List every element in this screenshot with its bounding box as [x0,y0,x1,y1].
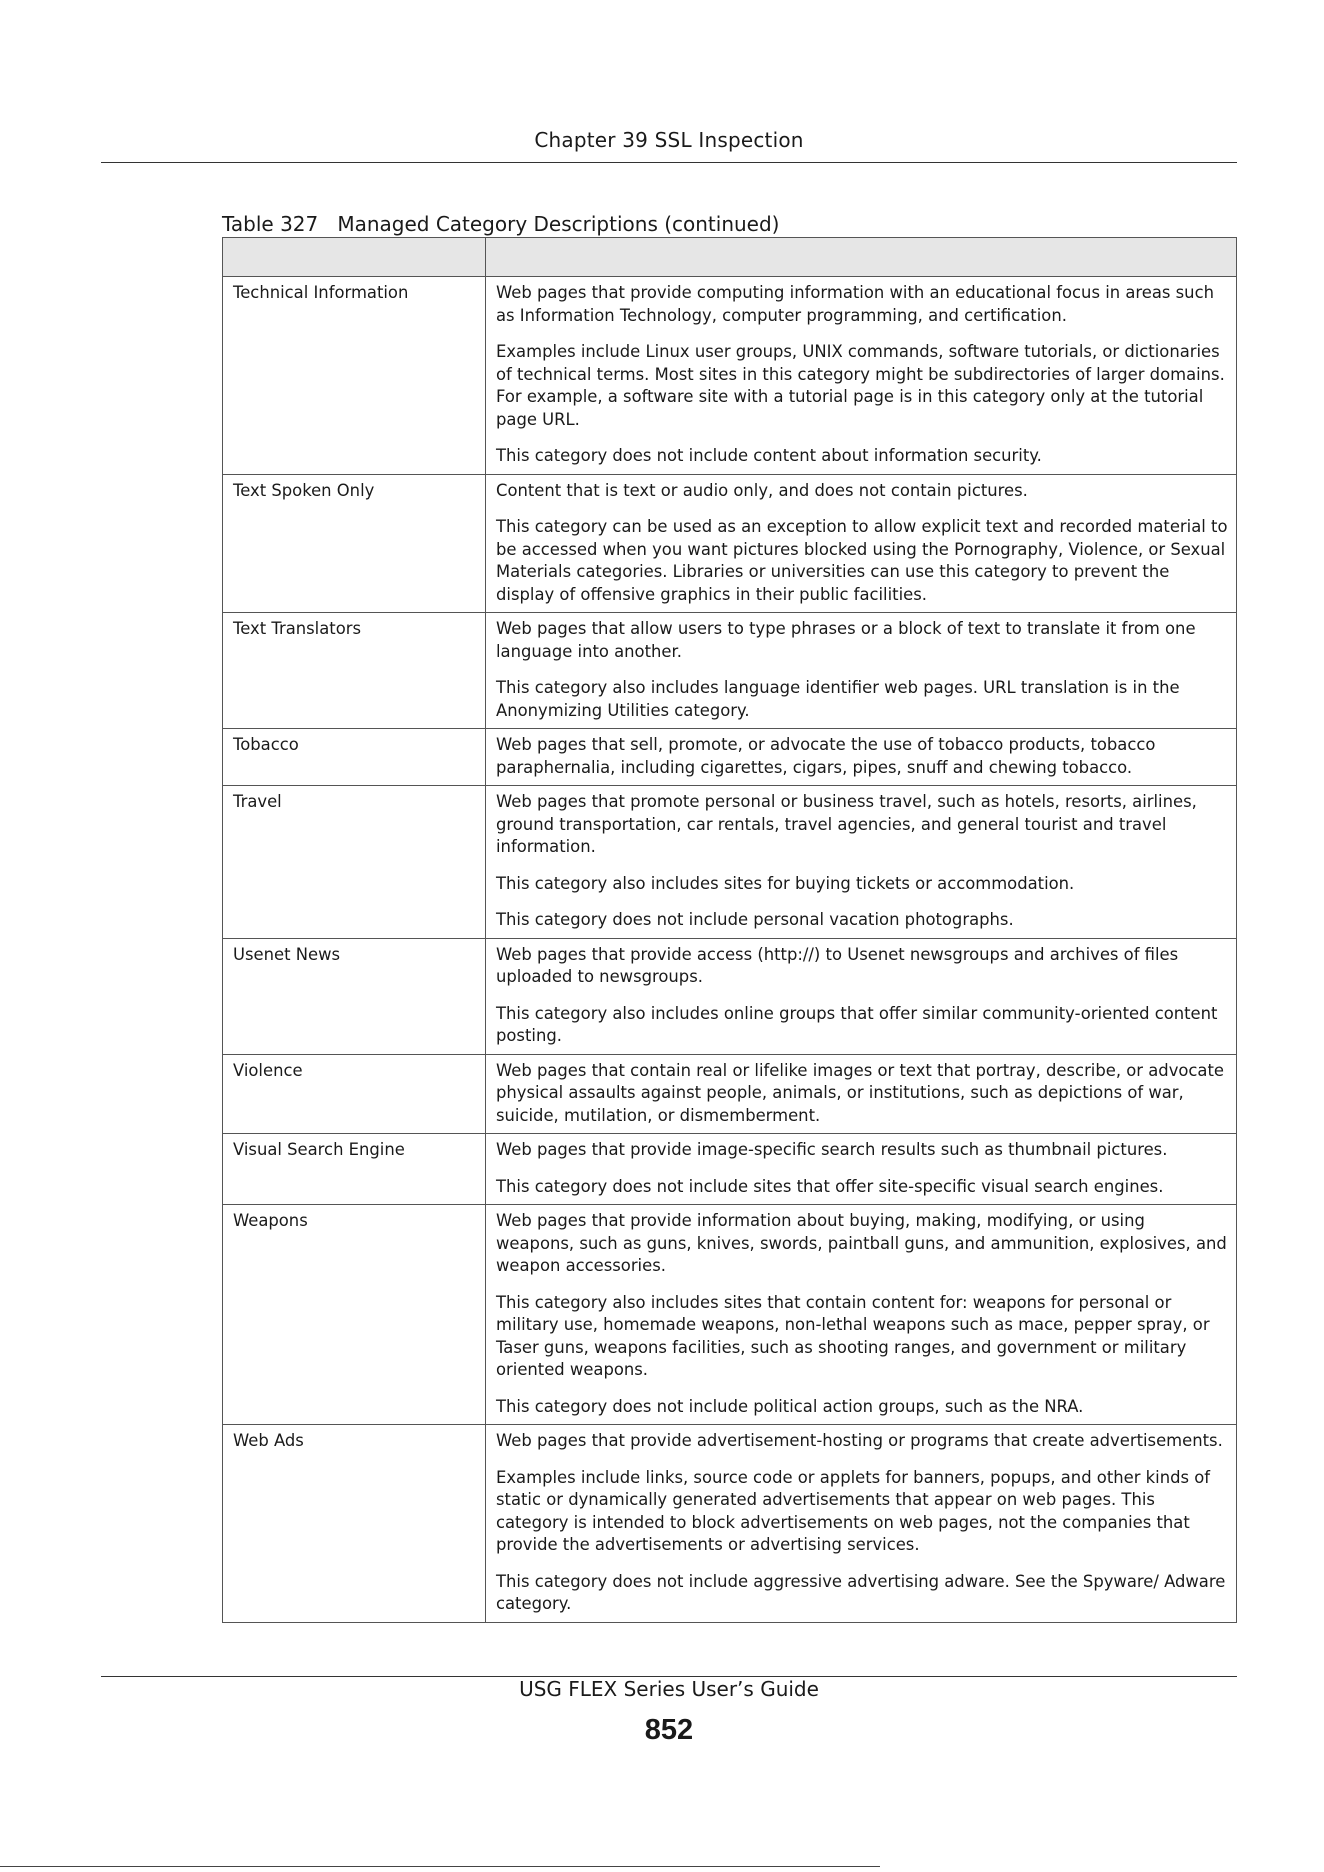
description-paragraph: Web pages that provide information about buying, making, modifying, or using weapons, such as guns, knives, swords, paintball guns, and ammunition, explosives, and weapon accessories. [496,1211,1227,1275]
description-paragraph: This category does not include content about information security. [496,446,1042,465]
description-paragraph: This category also includes sites that contain content for: weapons for personal or military use, homemade weapons, non-lethal weapons such as mace, pepper spray, or Taser guns, weapons facilities, such as shooting ranges, and government or military oriented weapons. [496,1292,1210,1379]
description-paragraph: This category does not include political action groups, such as the NRA. [496,1396,1084,1416]
table-body [223,277,1237,1623]
description-paragraph: Web pages that provide computing information with an educational focus in areas such as Information Technology, computer programming, and certification. [496,283,1214,325]
category-name: Web Ads [223,1425,486,1623]
description-paragraph: Web pages that sell, promote, or advocate the use of tobacco products, tobacco paraphernalia, including cigarettes, cigars, pipes, snuff and chewing tobacco. [496,735,1156,777]
category-name: Text Translators [223,613,486,729]
category-description [486,938,1237,1054]
description-paragraph: Web pages that allow users to type phrases or a block of text to translate it from one language into another. [496,619,1196,661]
page-number: 852 [644,1714,694,1746]
table-row [223,729,1237,786]
table-row [223,1205,1237,1425]
table-row [223,277,1237,475]
table-header-row [223,238,1237,277]
table-row [223,613,1237,729]
category-description [486,1054,1237,1134]
table-header-cell-category [223,238,486,277]
description-paragraph: Examples include Linux user groups, UNIX commands, software tutorials, or dictionaries of technical terms. Most sites in this category might be subdirectories of larger domains. For example, a software site with a tutorial page is in this category only at the tutorial page URL. [496,342,1225,429]
category-name: Travel [223,786,486,939]
description-paragraph: This category also includes language identifier web pages. URL translation is in the Anonymizing Utilities category. [496,678,1180,720]
description-paragraph: This category also includes sites for buying tickets or accommodation. [496,873,1075,893]
category-description [486,729,1237,786]
category-name: Technical Information [223,277,486,475]
table-row [223,1134,1237,1205]
category-description [486,474,1237,613]
category-description [486,1205,1237,1425]
table-row [223,938,1237,1054]
category-name: Tobacco [223,729,486,786]
footer-guide-title: USG FLEX Series User’s Guide [519,1677,819,1701]
category-name: Text Spoken Only [223,474,486,613]
category-table-container [222,237,1236,1623]
description-paragraph: Examples include links, source code or applets for banners, popups, and other kinds of static or dynamically generated advertisements that appear on web pages. This category is intended to block advertisements on web pages, not the companies that provide the advertisements or advertising services. [496,1467,1211,1554]
description-paragraph: This category does not include personal vacation photographs. [496,910,1014,929]
category-table [222,237,1237,1623]
description-paragraph: Web pages that provide access (http://) to Usenet newsgroups and archives of files uploaded to newsgroups. [496,944,1179,986]
description-paragraph: This category does not include aggressive advertising adware. See the Spyware/ Adware category. [496,1571,1226,1613]
description-paragraph: Content that is text or audio only, and does not contain pictures. [496,480,1028,500]
table-row [223,474,1237,613]
description-paragraph: This category can be used as an exception to allow explicit text and recorded material to be accessed when you want pictures blocked using the Pornography, Violence, or Sexual Materials categories. Libraries or universities can use this category to prevent the display of offensive graphics in their public facilities. [496,517,1228,604]
table-caption: Table 327 Managed Category Descriptions (continued) [222,212,780,236]
chapter-header: Chapter 39 SSL Inspection [534,128,804,152]
header-divider [101,162,1237,163]
description-paragraph: This category also includes online groups that offer similar community-oriented content posting. [496,1003,1218,1045]
table-row [223,1425,1237,1623]
category-name: Violence [223,1054,486,1134]
description-paragraph: Web pages that contain real or lifelike images or text that portray, describe, or advocate physical assaults against people, animals, or institutions, such as depictions of war, suicide, mutilation, or dismemberment. [496,1060,1224,1125]
category-name: Usenet News [223,938,486,1054]
category-description [486,1425,1237,1623]
category-description [486,613,1237,729]
table-header-cell-description [486,238,1237,277]
category-description [486,786,1237,939]
description-paragraph: Web pages that promote personal or business travel, such as hotels, resorts, airlines, ground transportation, car rentals, travel agencies, and general tourist and travel information. [496,792,1197,856]
description-paragraph: Web pages that provide advertisement-hosting or programs that create advertisements. [496,1431,1223,1450]
description-paragraph: This category does not include sites that offer site-specific visual search engines. [496,1176,1164,1196]
category-name: Weapons [223,1205,486,1425]
table-row [223,786,1237,939]
description-paragraph: Web pages that provide image-specific search results such as thumbnail pictures. [496,1140,1168,1159]
table-row [223,1054,1237,1134]
category-description [486,1134,1237,1205]
bottom-edge-line [0,1866,880,1867]
category-description [486,277,1237,475]
category-name: Visual Search Engine [223,1134,486,1205]
